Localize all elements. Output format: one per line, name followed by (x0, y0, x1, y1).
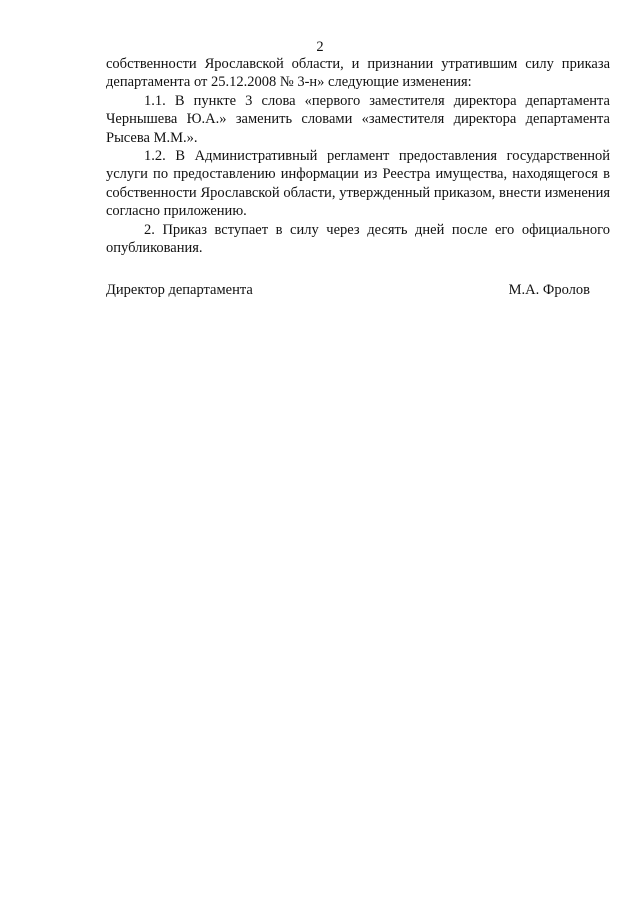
paragraph-item-1-2: 1.2. В Административный регламент предоставления государственной услуги по предоставлению информации из Реестра имущества, находящегося в собственности Ярославской области, утвержденный приказом, внести изменения согласно приложению. (106, 148, 610, 220)
paragraph-item-2: 2. Приказ вступает в силу через десять дней после его официального опубликования. (106, 221, 610, 257)
paragraph-item-1-1: 1.1. В пункте 3 слова «первого заместителя директора департамента Чернышева Ю.А.» заменить словами «заместителя директора департамента Рысева М.М.». (106, 92, 610, 146)
document-body (106, 55, 610, 257)
page-number: 2 (316, 39, 324, 55)
signature-block (106, 281, 590, 299)
signature-name: М.А. Фролов (508, 282, 590, 298)
signature-position: Директор департамента (106, 282, 253, 298)
paragraph-continuation: собственности Ярославской области, и признании утратившим силу приказа департамента от 25.12.2008 № 3-н» следующие изменения: (106, 56, 610, 91)
